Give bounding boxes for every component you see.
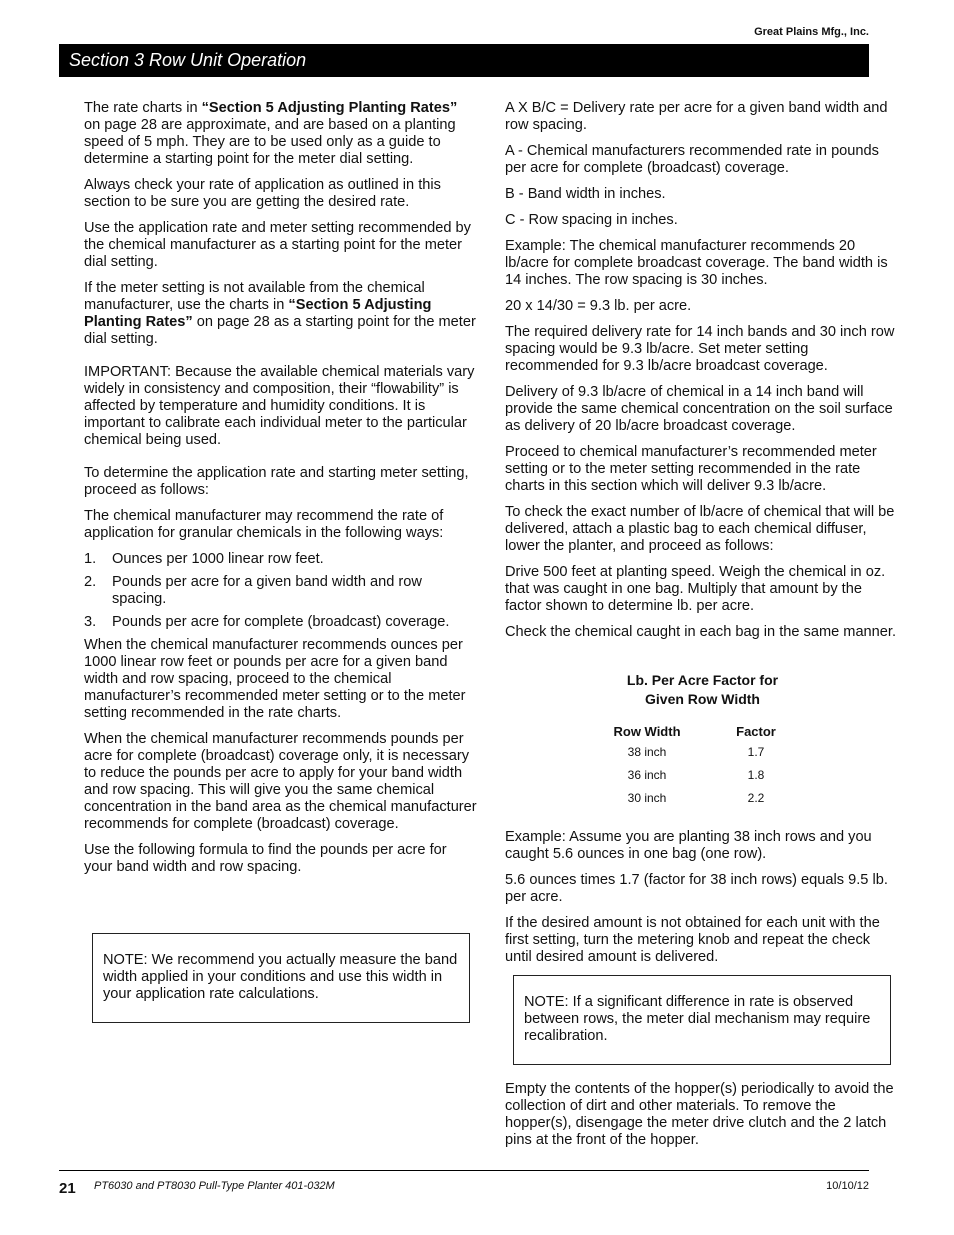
section-title: Section 3 Row Unit Operation	[69, 50, 307, 70]
table-row: 30 inch 2.2	[627, 791, 765, 805]
paragraph-rate-charts: The rate charts in “Section 5 Adjusting Planting Rates” on page 28 are approximate, and are based on a planting speed of 5 mph. They are to be used only as a guide to determine a starting point for the meter dial setting.	[84, 100, 458, 167]
paragraph-determine-rate: To determine the application rate and starting meter setting, proceed as follows:	[84, 465, 469, 498]
paragraph-check-bags: Check the chemical caught in each bag in the same manner.	[505, 624, 897, 640]
list-item: 3. Pounds per acre for complete (broadcast) coverage.	[84, 614, 450, 630]
paragraph-example: Example: The chemical manufacturer recommends 20 lb/acre for complete broadcast coverage. The band width is 14 inches. The row spacing is 30 inches.	[505, 238, 888, 288]
column-header-factor: Factor	[736, 724, 776, 739]
column-header-row-width: Row Width	[613, 724, 681, 739]
paragraph-example-38: Example: Assume you are planting 38 inch rows and you caught 5.6 ounces in one bag (one row).	[505, 829, 872, 862]
paragraph-manufacturer-setting: Use the application rate and meter setting recommended by the chemical manufacturer as a starting point for the meter dial setting.	[84, 220, 471, 270]
paragraph-check-rate: Always check your rate of application as outlined in this section to be sure you are getting the desired rate.	[84, 177, 441, 210]
note-box-measure-band: NOTE: We recommend you actually measure the band width applied in your conditions and use this width in your application rate calculations.	[92, 933, 470, 1023]
paragraph-required-rate: The required delivery rate for 14 inch bands and 30 inch row spacing would be 9.3 lb/acre. Set meter setting recommended for 9.3 lb/acre broadcast coverage.	[505, 324, 895, 374]
company-name: Great Plains Mfg., Inc.	[754, 26, 869, 38]
section-5-reference: “Section 5 Adjusting Planting Rates”	[201, 100, 458, 116]
note-box-recalibration: NOTE: If a significant difference in rate is observed between rows, the meter dial mechanism may require recalibration.	[513, 975, 891, 1065]
list-item: 1. Ounces per 1000 linear row feet.	[84, 551, 324, 567]
factor-table-grid	[593, 723, 811, 811]
factor-table	[505, 671, 900, 811]
footer-document-title: PT6030 and PT8030 Pull-Type Planter 401-032M	[94, 1180, 335, 1192]
formula-definition: A X B/C = Delivery rate per acre for a given band width and row spacing.	[505, 100, 888, 133]
footer-date: 10/10/12	[826, 1180, 869, 1192]
left-column	[84, 100, 477, 885]
page-number: 21	[59, 1180, 76, 1197]
list-item: 2. Pounds per acre for a given band width and row spacing.	[84, 574, 422, 607]
paragraph-check-exact: To check the exact number of lb/acre of chemical that will be delivered, attach a plastic bag to each chemical diffuser, lower the planter, and proceed as follows:	[505, 504, 895, 554]
paragraph-adjust: If the desired amount is not obtained for each unit with the first setting, turn the metering knob and repeat the check until desired amount is delivered.	[505, 915, 880, 965]
paragraph-recommend-ways: The chemical manufacturer may recommend the rate of application for granular chemicals in the following ways:	[84, 508, 444, 541]
table-row: 36 inch 1.8	[627, 768, 765, 782]
factor-table-title: Lb. Per Acre Factor for Given Row Width	[626, 672, 779, 707]
formula-c: C - Row spacing in inches.	[505, 212, 678, 228]
paragraph-example-result: 5.6 ounces times 1.7 (factor for 38 inch rows) equals 9.5 lb. per acre.	[505, 872, 888, 905]
paragraph-setting-unavailable: If the meter setting is not available from the chemical manufacturer, use the charts in “Section 5 Adjusting Planting Rates” on page 28 as a starting point for the meter dial setting.	[84, 280, 476, 347]
paragraph-important: IMPORTANT: Because the available chemical materials vary widely in consistency and composition, their “flowability” is affected by temperature and humidity conditions. It is important to calibrate each individual meter to the particular chemical being used.	[84, 364, 475, 448]
paragraph-formula-intro: Use the following formula to find the pounds per acre for your band width and row spacing.	[84, 842, 447, 875]
formula-a: A - Chemical manufacturers recommended rate in pounds per acre for complete (broadcast) coverage.	[505, 143, 879, 176]
example-calculation: 20 x 14/30 = 9.3 lb. per acre.	[505, 298, 692, 314]
paragraph-proceed: Proceed to chemical manufacturer’s recommended meter setting or to the meter setting recommended in the rate charts in this section which will deliver 9.3 lb/acre.	[505, 444, 877, 494]
section-5-reference: “Section 5 Adjusting Planting Rates”	[84, 297, 432, 330]
section-title-bar	[59, 44, 869, 77]
paragraph-delivery: Delivery of 9.3 lb/acre of chemical in a 14 inch band will provide the same chemical concentration on the soil surface as delivery of 20 lb/acre broadcast coverage.	[505, 384, 893, 434]
paragraph-ounces-recommendation: When the chemical manufacturer recommends ounces per 1000 linear row feet or pounds per acre for a given band width and row spacing, proceed to the chemical manufacturer’s recommended meter setting or to the meter setting recommended in the rate charts.	[84, 637, 466, 721]
right-column	[505, 100, 900, 1158]
paragraph-broadcast-recommendation: When the chemical manufacturer recommends pounds per acre for complete (broadcast) coverage only, it is necessary to reduce the pounds per acre to apply for your band width and row spacing. This will give you the same chemical concentration in the band area as the chemical manufacturer recommends for complete (broadcast) coverage.	[84, 731, 477, 832]
recommendation-list	[84, 551, 477, 631]
formula-b: B - Band width in inches.	[505, 186, 666, 202]
table-row: 38 inch 1.7	[627, 745, 765, 759]
paragraph-drive: Drive 500 feet at planting speed. Weigh the chemical in oz. that was caught in one bag. Multiply that amount by the factor shown to determine lb. per acre.	[505, 564, 886, 614]
paragraph-empty-hopper: Empty the contents of the hopper(s) periodically to avoid the collection of dirt and other materials. To remove the hopper(s), disengage the meter drive clutch and the 2 latch pins at the front of the hopper.	[505, 1081, 894, 1148]
footer-divider	[59, 1170, 869, 1171]
